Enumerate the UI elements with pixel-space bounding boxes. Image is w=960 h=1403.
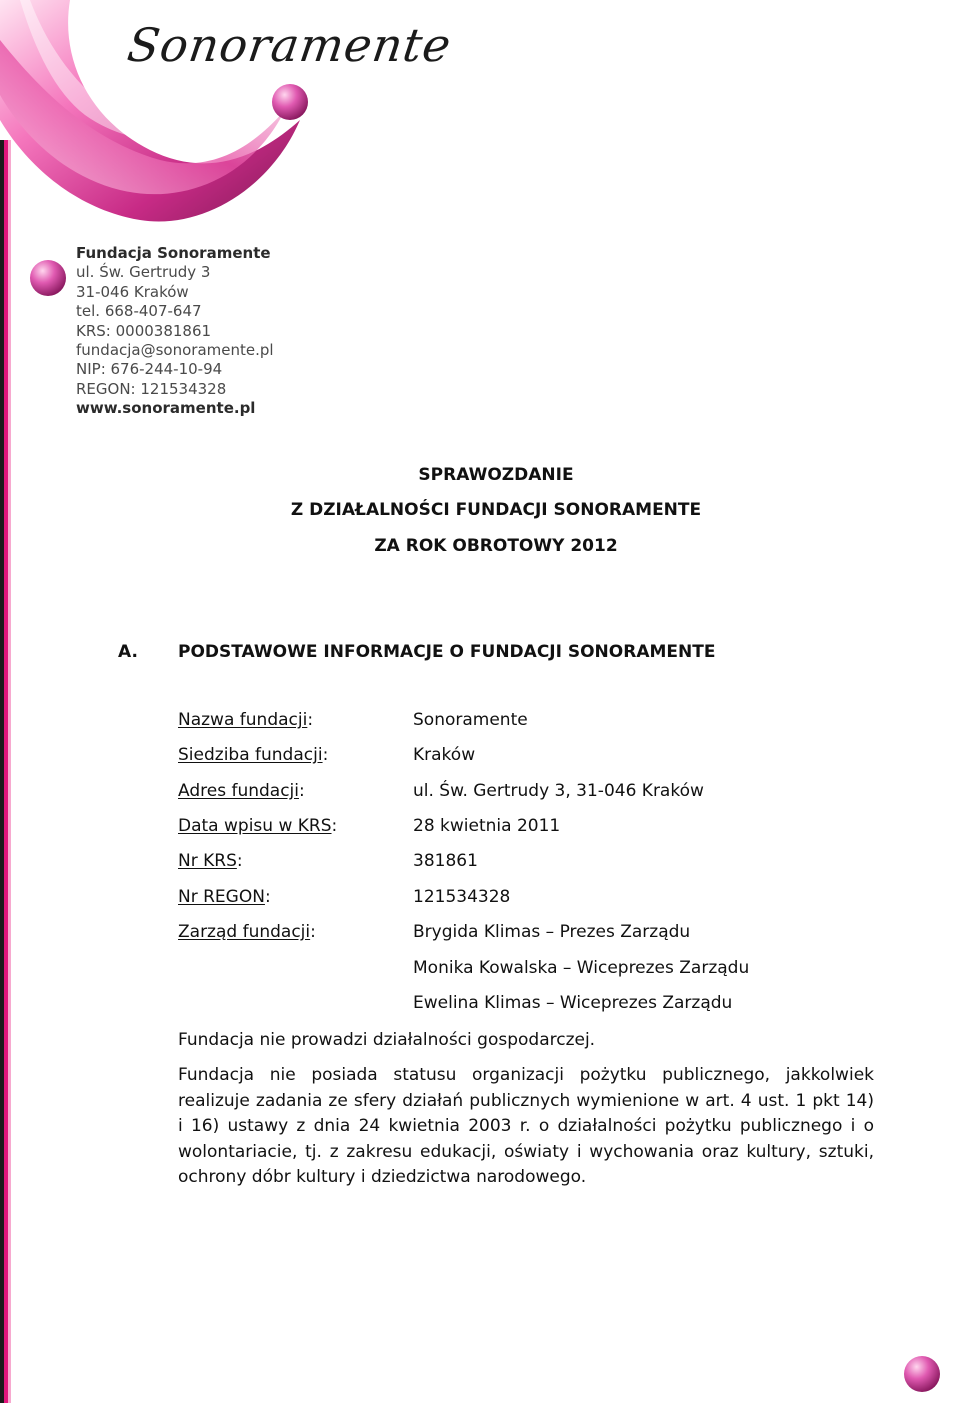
page-border-stripe — [0, 140, 11, 1403]
info-label: Data wpisu w KRS — [178, 816, 332, 836]
contact-org-name: Fundacja Sonoramente — [76, 244, 271, 262]
info-value: Brygida Klimas – Prezes Zarządu — [413, 922, 691, 942]
contact-street: ul. Św. Gertrudy 3 — [76, 263, 211, 282]
info-value: 28 kwietnia 2011 — [413, 816, 561, 836]
info-label: Zarząd fundacji — [178, 922, 311, 942]
contact-city: 31-046 Kraków — [76, 282, 189, 301]
info-value: Monika Kowalska – Wiceprezes Zarządu — [413, 958, 750, 978]
decorative-orb — [30, 260, 66, 296]
report-title: SPRAWOZDANIE — [418, 465, 574, 485]
info-value: ul. Św. Gertrudy 3, 31-046 Kraków — [413, 781, 704, 801]
contact-block — [76, 244, 274, 419]
info-value: Kraków — [413, 745, 476, 765]
section-heading: PODSTAWOWE INFORMACJE O FUNDACJI SONORAMENTE — [178, 642, 716, 662]
contact-nip: NIP: 676-244-10-94 — [76, 360, 223, 379]
info-label: Nazwa fundacji — [178, 710, 308, 730]
report-subtitle: Z DZIAŁALNOŚCI FUNDACJI SONORAMENTE — [290, 500, 702, 520]
contact-regon: REGON: 121534328 — [76, 379, 227, 398]
contact-phone: tel. 668-407-647 — [76, 302, 202, 321]
contact-website: www.sonoramente.pl — [76, 399, 256, 418]
decorative-orb — [904, 1356, 940, 1392]
info-label: Nr KRS — [178, 851, 237, 871]
info-value: Sonoramente — [413, 710, 528, 730]
contact-email: fundacja@sonoramente.pl — [76, 341, 274, 360]
info-value: 381861 — [413, 851, 478, 871]
info-value: 121534328 — [413, 887, 511, 907]
note-public-benefit-status: Fundacja nie posiada statusu organizacji pożytku publicznego, jakkolwiek realizuje zadania ze sfery działań publicznych wymienione w art. 4 ust. 1 pkt 14) i 16) ustawy z dnia 24 kwietnia 2003 r. o działalności pożytku publicznego i o wolontariacie, tj. z zakresu edukacji, oświaty i wychowania oraz kultury, sztuki, ochrony dóbr kultury i dziedzictwa narodowego. — [178, 1065, 874, 1187]
note-business-activity: Fundacja nie prowadzi działalności gospodarczej. — [178, 1030, 596, 1050]
report-year: ZA ROK OBROTOWY 2012 — [374, 536, 618, 556]
brand-logo: Sonoramente — [124, 18, 455, 72]
decorative-orb — [272, 84, 308, 120]
contact-krs: KRS: 0000381861 — [76, 321, 212, 340]
info-label: Siedziba fundacji — [178, 745, 323, 765]
info-value: Ewelina Klimas – Wiceprezes Zarządu — [413, 993, 733, 1013]
section-letter: A. — [118, 642, 138, 662]
info-label: Nr REGON — [178, 887, 265, 907]
info-label: Adres fundacji — [178, 781, 299, 801]
